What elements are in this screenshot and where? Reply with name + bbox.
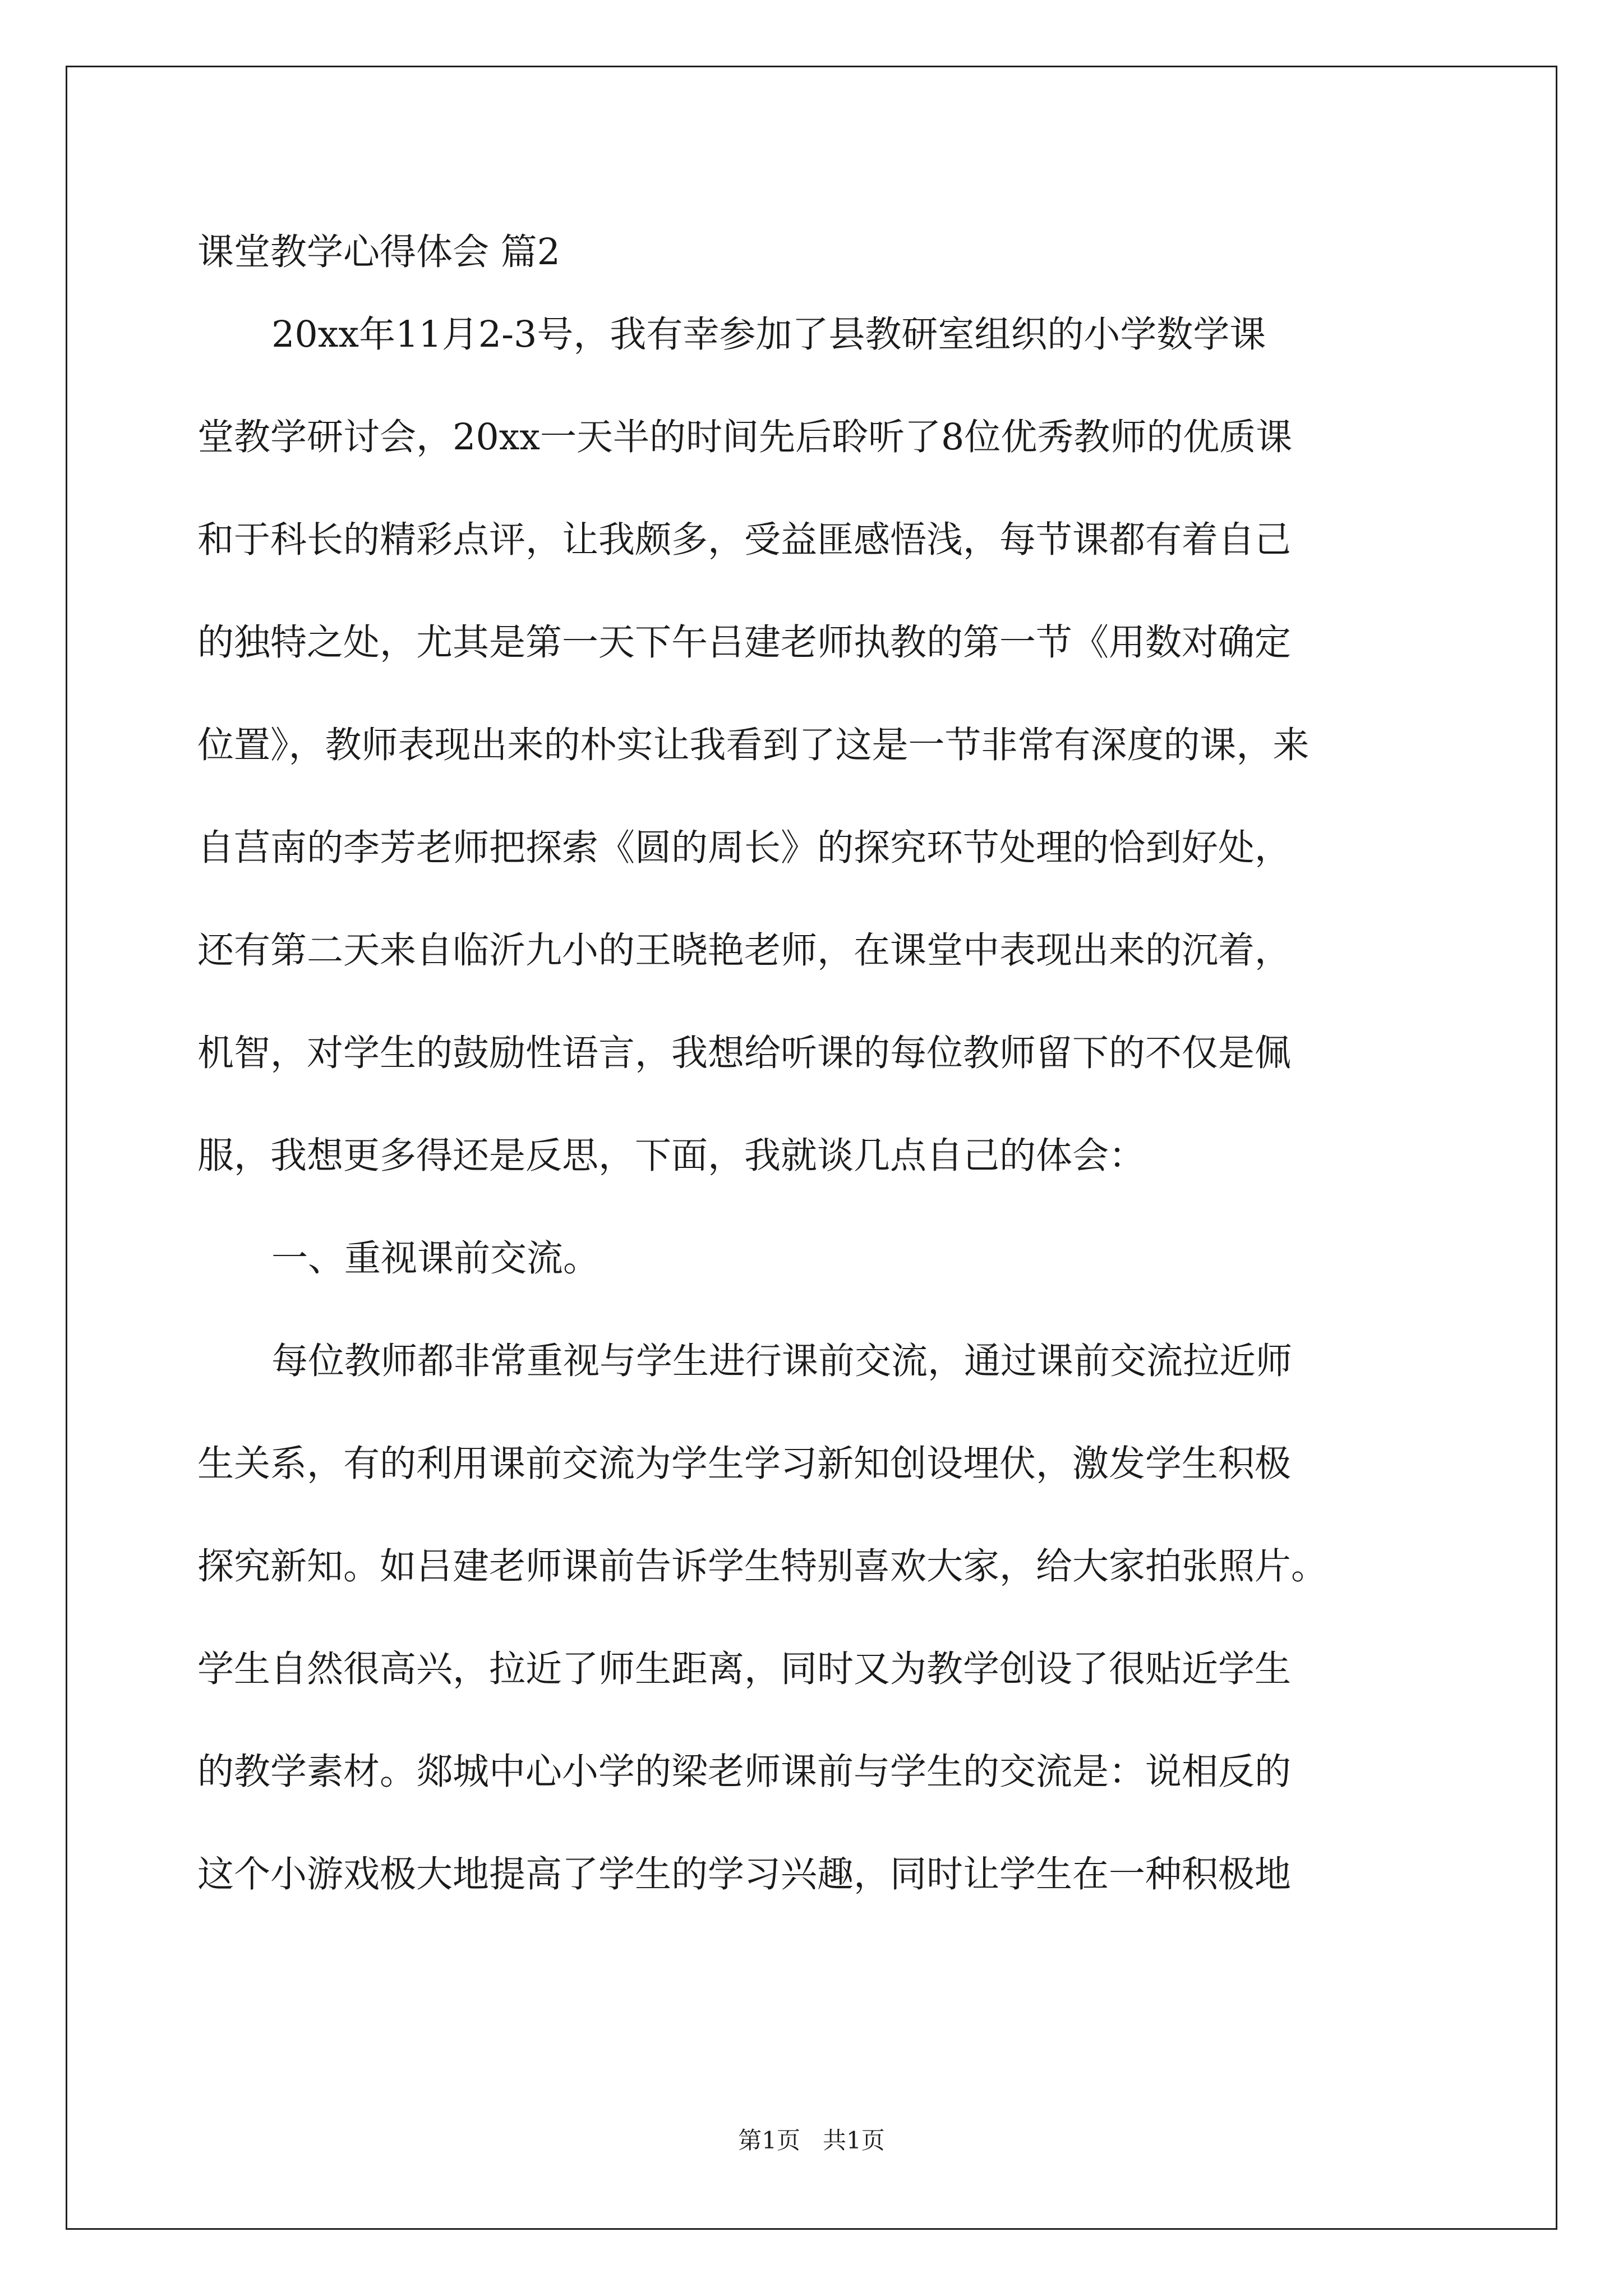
text-line: 学生自然很高兴，拉近了师生距离，同时又为教学创设了很贴近学生	[197, 1648, 1292, 1690]
text-line: 和于科长的精彩点评，让我颇多，受益匪感悟浅，每节课都有着自己	[197, 519, 1292, 561]
page-number: 第1页	[738, 2127, 800, 2154]
text-line: 还有第二天来自临沂九小的王晓艳老师，在课堂中表现出来的沉着，	[197, 930, 1292, 972]
text-line: 机智，对学生的鼓励性语言，我想给听课的每位教师留下的不仅是佩	[197, 1032, 1292, 1074]
page-footer	[0, 2124, 1623, 2157]
section-heading: 一、重视课前交流。	[271, 1237, 600, 1280]
text-line: 每位教师都非常重视与学生进行课前交流，通过课前交流拉近师	[271, 1340, 1293, 1382]
text-line: 位置》，教师表现出来的朴实让我看到了这是一节非常有深度的课，来	[197, 724, 1310, 766]
text-line: 这个小游戏极大地提高了学生的学习兴趣，同时让学生在一种积极地	[197, 1853, 1292, 1895]
text-line: 探究新知。如吕建老师课前告诉学生特别喜欢大家，给大家拍张照片。	[197, 1545, 1328, 1588]
text-line: 自莒南的李芳老师把探索《圆的周长》的探究环节处理的恰到好处，	[197, 827, 1292, 869]
page-total: 共1页	[823, 2127, 885, 2154]
text-line: 的教学素材。郯城中心小学的梁老师课前与学生的交流是：说相反的	[197, 1751, 1292, 1793]
text-line: 20xx年11月2-3号，我有幸参加了县教研室组织的小学数学课	[271, 314, 1266, 356]
text-line: 堂教学研讨会，20xx一天半的时间先后聆听了8位优秀教师的优质课	[197, 416, 1293, 458]
text-line: 生关系，有的利用课前交流为学生学习新知创设埋伏，激发学生积极	[197, 1443, 1292, 1485]
document-title: 课堂教学心得体会 篇2	[197, 231, 561, 273]
document-body	[197, 222, 1431, 1926]
text-line: 的独特之处，尤其是第一天下午吕建老师执教的第一节《用数对确定	[197, 622, 1292, 664]
text-line: 服，我想更多得还是反思，下面，我就谈几点自己的体会：	[197, 1135, 1146, 1177]
